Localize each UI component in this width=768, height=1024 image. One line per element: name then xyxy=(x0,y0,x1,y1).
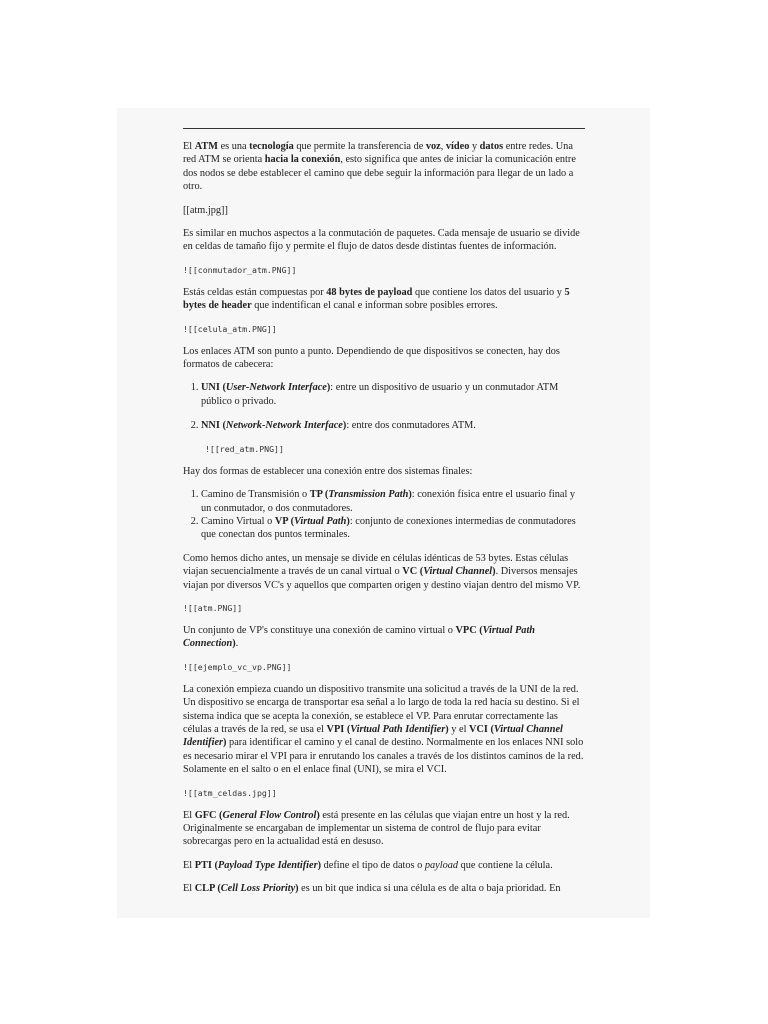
paragraph-enlaces: Los enlaces ATM son punto a punto. Dependiendo de que dispositivos se conecten, hay dos formatos de cabecera: xyxy=(183,345,560,371)
image-reference-red: ![[red_atm.PNG]] xyxy=(205,443,284,454)
list-item-uni: 1. UNI (User-Network Interface): entre un dispositivo de usuario y un conmutador ATM público o privado. xyxy=(201,381,585,408)
image-reference-atm-png: ![[atm.PNG]] xyxy=(183,602,243,613)
image-reference-conmutador: ![[conmutador_atm.PNG]] xyxy=(183,264,297,275)
paragraph-celdas: Estás celdas están compuestas por 48 bytes de payload que contiene los datos del usuario y 5 bytes de header que indentifican el canal e informan sobre posibles errores. xyxy=(183,286,570,312)
paragraph-clp: El CLP (Cell Loss Priority) es un bit que indica si una célula es de alta o baja prioridad. En xyxy=(183,883,561,895)
image-reference-atm-jpg: [[atm.jpg]] xyxy=(183,204,228,216)
horizontal-rule xyxy=(183,128,585,129)
list-item-vp: 2. Camino Virtual o VP (Virtual Path): conjunto de conexiones intermedias de conmutadores que conectan dos puntos terminales. xyxy=(201,515,585,542)
paragraph-formas: Hay dos formas de establecer una conexión entre dos sistemas finales: xyxy=(183,465,473,477)
document-content xyxy=(183,128,585,906)
list-item-tp: 1. Camino de Transmisión o TP (Transmission Path): conexión física entre el usuario final y un conmutador, o dos conmutadores. xyxy=(201,488,585,515)
document-page xyxy=(117,108,650,918)
list-connection-types xyxy=(183,488,585,542)
image-reference-celdas: ![[atm_celdas.jpg]] xyxy=(183,787,277,798)
paragraph-vpc: Un conjunto de VP's constituye una conexión de camino virtual o VPC (Virtual Path Connection). xyxy=(183,624,536,650)
paragraph-atm-intro: El ATM es una tecnología que permite la transferencia de voz, vídeo y datos entre redes. Una red ATM se orienta hacia la conexión, esto significa que antes de iniciar la comunicación entre dos nodos se debe establecer el camino que debe seguir la información para llegar de un lado a otro. xyxy=(183,141,576,193)
paragraph-celulas: Como hemos dicho antes, un mensaje se divide en células idénticas de 53 bytes. Estas células viajan secuencialmente a través de un canal virtual o VC (Virtual Channel). Diversos mensajes viajan por diversos VC's y aquellos que comparten origen y destino viajan dentro del mismo VP. xyxy=(183,552,581,591)
paragraph-conexion: La conexión empieza cuando un dispositivo transmite una solicitud a través de la UNI de la red. Un dispositivo se encarga de transportar esa señal a lo largo de toda la red hacía su destino. Si el sistema indica que se acepta la conexión, se establece el VP. Para enrutar correctamente las células a través de la red, se usa el VPI (Virtual Path Identifier) y el VCI (Virtual Channel Identifier) para identificar el camino y el canal de destino. Normalmente en los enlaces NNI solo es necesario mirar el VPI para ir enrutando los canales a través de los distintos caminos de la red. Solamente en el salto o en el enlace final (UNI), se mira el VCI. xyxy=(183,683,584,776)
image-reference-celula: ![[celula_atm.PNG]] xyxy=(183,323,277,334)
list-header-formats xyxy=(183,381,585,432)
paragraph-gfc: El GFC (General Flow Control) está presente en las células que viajan entre un host y la red. Originalmente se encargaban de implementar un sistema de control de flujo para evitar sobrecargas pero en la actualidad está en desuso. xyxy=(183,809,570,848)
paragraph-pti: El PTI (Payload Type Identifier) define el tipo de datos o payload que contiene la célula. xyxy=(183,859,553,871)
image-reference-ejemplo: ![[ejemplo_vc_vp.PNG]] xyxy=(183,661,292,672)
paragraph-paquetes: Es similar en muchos aspectos a la conmutación de paquetes. Cada mensaje de usuario se divide en celdas de tamaño fijo y permite el flujo de datos desde distintas fuentes de información. xyxy=(183,228,580,253)
list-item-nni: 2. NNI (Network-Network Interface): entre dos conmutadores ATM. xyxy=(201,419,585,432)
